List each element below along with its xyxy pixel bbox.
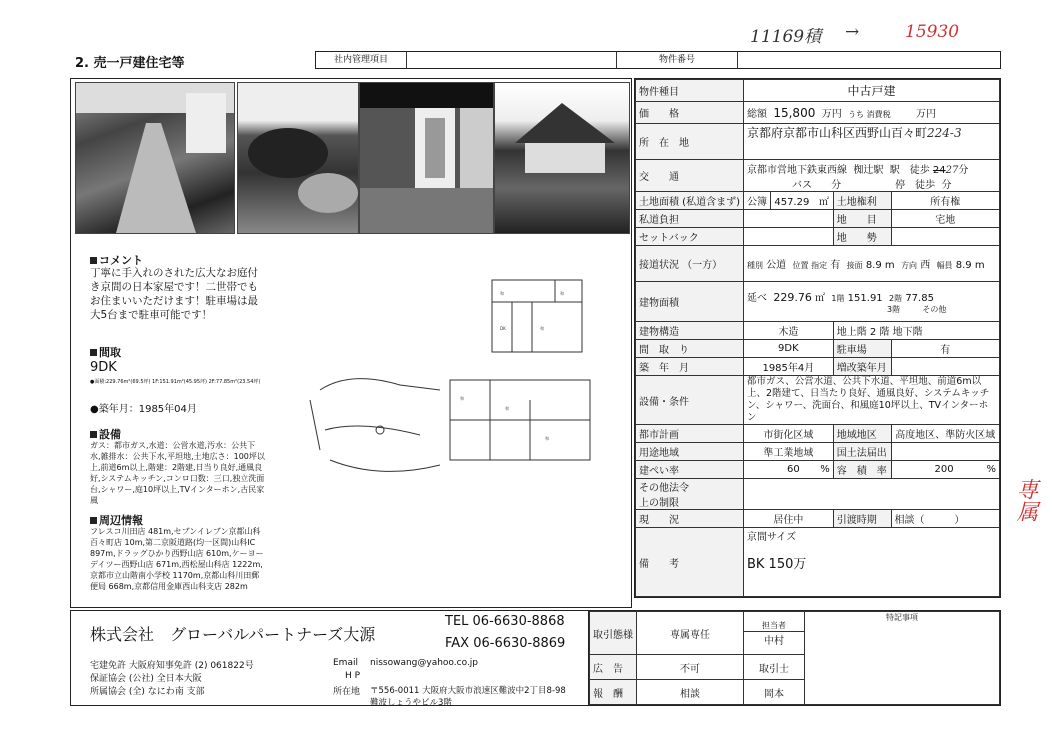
ad-label: 広 告	[590, 655, 637, 680]
remarks-1: 京間サイズ	[746, 532, 797, 543]
layout: 9DK	[743, 340, 833, 358]
private-road-label: 私道負担	[636, 210, 744, 228]
line-name: 京都市営地下鉄東西線	[746, 164, 847, 176]
price-row	[743, 102, 999, 124]
minutes-label: 分	[958, 164, 969, 176]
m-unit: m	[884, 260, 895, 271]
license: 宅建免許 大阪府知事免許 (2) 061822号	[90, 661, 254, 671]
handwritten-walk: 24	[932, 164, 946, 176]
above-floors: 2	[869, 327, 877, 338]
handover: 相談（ ）	[891, 510, 999, 528]
price-unit: 万円	[821, 109, 842, 120]
use-label: 用途地域	[636, 443, 744, 461]
handwritten-side: 専属	[1013, 478, 1038, 522]
handwritten-arrow: →	[845, 22, 860, 42]
transport-cell	[743, 160, 999, 192]
frontage-label: 幅員	[936, 261, 953, 270]
land-right-label: 土地権利	[833, 192, 891, 210]
road-label: 接道状況 （一方）	[636, 246, 744, 282]
property-no-label: 物件番号	[616, 52, 738, 68]
station-name: 椥辻駅	[853, 164, 884, 176]
status: 居住中	[743, 510, 833, 528]
svg-text:和: 和	[505, 406, 509, 411]
layout-heading: 間取	[90, 344, 121, 360]
far-label: 容 積 率	[833, 461, 891, 479]
bcr-cell	[743, 461, 833, 479]
remarks-2: BK 150万	[746, 557, 807, 572]
other-law-label: その他法令 上の制限	[636, 479, 744, 510]
section-title: 2. 売一戸建住宅等	[75, 56, 185, 71]
remarks-cell	[743, 528, 999, 597]
total-label: 総額	[746, 109, 767, 120]
facilities: 都市ガス、公営水道、公共下水道、平坦地、前道6m以上、2階建て、日当たり良好、通風良好、システムキッチン、シャワー、洗面台、和風庭10坪以上、TVインターホン	[743, 376, 999, 425]
price-label: 価 格	[636, 102, 744, 124]
equipment-heading: 設備	[90, 426, 121, 442]
parking: 有	[891, 340, 999, 358]
far-cell	[891, 461, 999, 479]
station-walk: 駅 徒歩	[889, 164, 930, 176]
remarks-label: 備 考	[636, 528, 744, 597]
svg-text:和: 和	[500, 291, 504, 296]
staff-cell	[744, 612, 805, 655]
floors-cell	[833, 322, 999, 340]
bldg-area-label: 建物面積	[636, 282, 744, 322]
far: 200	[934, 464, 954, 475]
built-date: 1985年4月	[743, 358, 833, 376]
svg-text:和: 和	[560, 291, 564, 296]
terms-label: 取引士	[744, 655, 805, 680]
address-building: 難波しょうやビル3階	[370, 698, 452, 708]
company-name: 株式会社 グローバルパートナーズ大源	[90, 625, 376, 644]
svg-text:和: 和	[540, 326, 544, 331]
equipment-text: ガス：都市ガス,水道：公営水道,汚水：公共下水,雑排水：公共下水,平坦地,土地広さ：100坪以上,前道6m以上,階建：2階建,日当り良好,通風良好,システムキッチン,コンロ口数：三口,独立洗面台,シャワー,庭10坪以上,TVインターホン,古民家風	[90, 441, 265, 505]
f1-area: 151.91	[847, 292, 883, 304]
parking-label: 駐車場	[833, 340, 891, 358]
f2-label: 2階	[889, 293, 903, 303]
bldg-area-cell	[743, 282, 999, 322]
road-pos-label: 位置 指定	[792, 261, 828, 270]
notes-cell	[805, 612, 1000, 705]
photo-interior	[359, 82, 494, 234]
extension-label: 増改築年月	[833, 358, 891, 376]
f3-label: 3階	[886, 304, 901, 314]
handover-label: 引渡時期	[833, 510, 891, 528]
photo-garden-path	[75, 82, 235, 234]
built-label: 築 年 月	[636, 358, 744, 376]
f2-area: 77.85	[905, 292, 934, 304]
svg-text:和: 和	[460, 396, 464, 401]
handwritten-number: 15930	[905, 22, 960, 42]
email[interactable]: nissowang@yahoo.co.jp	[370, 658, 479, 668]
tax-label: うち 消費税	[848, 110, 891, 119]
land-category: 宅地	[891, 210, 999, 228]
deal-mode: 専属専任	[637, 612, 744, 655]
land-cat-label: 地 目	[833, 210, 891, 228]
deal-mode-label: 取引態様	[590, 612, 637, 655]
built-year: ●築年月：1985年04月	[90, 404, 197, 415]
terms-person: 岡本	[744, 680, 805, 705]
handwritten-walk2: 27	[945, 164, 959, 176]
ad-value: 不可	[637, 655, 744, 680]
property-info-table	[634, 78, 1001, 598]
staff: 中村	[764, 635, 784, 647]
dir-label: 方向	[901, 261, 918, 270]
land-area-label: 土地面積 (私道含まず)	[636, 192, 744, 210]
area-detail: ●面積:229.76m²(69.5坪) 1F:151.91m²(45.95坪) 2F:77.85m²(23.54坪)	[90, 379, 261, 385]
district: 高度地区、準防火区域	[891, 425, 999, 443]
direction: 西	[920, 260, 931, 271]
pct-unit: %	[820, 464, 830, 475]
property-type: 中古戸建	[743, 80, 999, 102]
stop-label: 停 徒歩	[895, 179, 936, 191]
bcr-label: 建ぺい率	[636, 461, 744, 479]
structure-label: 建物構造	[636, 322, 744, 340]
land-area: 457.29	[774, 197, 810, 208]
svg-text:和: 和	[545, 436, 549, 441]
road-width: 8.9	[865, 260, 882, 271]
address-label: 所在地	[333, 687, 361, 697]
setback-label: セットバック	[636, 228, 744, 246]
frontage: 8.9	[955, 260, 972, 271]
floor-total: 229.76	[773, 290, 812, 304]
road-type: 公道	[766, 260, 787, 271]
land-area-cell	[771, 192, 833, 210]
kai-unit: 階	[879, 327, 890, 338]
other-floor-label: その他	[922, 304, 947, 314]
district-label: 地域地区	[833, 425, 891, 443]
floor-total-label: 延べ	[746, 292, 767, 304]
handwritten-note: 11169積	[750, 27, 822, 47]
road-cell	[743, 246, 999, 282]
road-pos: 有	[830, 260, 841, 271]
photo-garden	[237, 82, 359, 234]
land-public: 公簿	[743, 192, 770, 210]
notes-label: 特記事項	[886, 613, 918, 622]
fee: 相談	[637, 680, 744, 705]
fee-label: 報 酬	[590, 680, 637, 705]
bus-unit: 分	[831, 179, 842, 191]
svg-text:DK: DK	[500, 326, 506, 331]
email-label: Email	[333, 658, 358, 668]
price-value: 15,800	[773, 106, 816, 120]
status-label: 現 況	[636, 510, 744, 528]
photo-house-exterior	[494, 82, 630, 234]
guarantee: 保証協会 (公社) 全日本大阪	[90, 674, 202, 684]
comment-heading: コメント	[90, 252, 143, 268]
internal-mgmt-label: 社内管理項目	[316, 52, 407, 68]
floor-plan-drawing	[290, 250, 625, 550]
handwritten-address: 224-3	[927, 126, 962, 140]
road-type-label: 種別	[746, 261, 763, 270]
bcr: 60	[786, 464, 800, 475]
tax-unit: 万円	[916, 109, 937, 120]
comment-text: 丁寧に手入れのされた広大なお庭付き京間の日本家屋です！二世帯でもお住まいいただけます！駐車場は最大5台まで駐車可能です！	[90, 267, 258, 321]
company-fax: FAX 06-6630-8869	[445, 636, 566, 651]
location-value: 京都府京都市山科区西野山百々町	[746, 126, 927, 140]
transport-label: 交 通	[636, 160, 744, 192]
address: 〒556-0011 大阪府大阪市浪速区難波中2丁目8-98	[370, 686, 566, 696]
type-label: 物件種目	[636, 80, 744, 102]
layout-value: 9DK	[90, 360, 117, 375]
above-label: 地上階	[836, 327, 867, 338]
structure: 木造	[743, 322, 833, 340]
staff-label: 担当者	[744, 620, 804, 632]
road-width-label: 接面	[846, 261, 863, 270]
national-label: 国土法届出	[833, 443, 891, 461]
association: 所属協会 (全) なにわ南 支部	[90, 687, 205, 697]
sqm-unit: ㎡	[818, 197, 829, 208]
city-plan-label: 都市計画	[636, 425, 744, 443]
surroundings-heading: 周辺情報	[90, 512, 143, 528]
city-plan: 市街化区域	[743, 425, 833, 443]
below-label: 地下階	[892, 327, 923, 338]
sqm-unit: ㎡	[815, 292, 826, 304]
use-zone: 準工業地域	[743, 443, 833, 461]
location-cell	[743, 124, 999, 160]
header-bar	[315, 51, 1001, 69]
location-label: 所 在 地	[636, 124, 744, 160]
terrain-label: 地 勢	[833, 228, 891, 246]
f1-label: 1階	[831, 293, 845, 303]
m-unit: m	[974, 260, 985, 271]
stop-unit: 分	[941, 179, 952, 191]
layout-label: 間 取 り	[636, 340, 744, 358]
pct-unit: %	[986, 464, 996, 475]
surroundings-text: フレスコ川田店 481m,セブンイレブン京都山科百々町店 10m,第二京阪道路(均一区間)山科IC 897m,ドラッグひかり西野山店 610m,ケーヨーデイツー西野山店 671m,西松屋山科店 1222m,京都市立山階南小学校 1170m,京都山科川田郵便局 668m,京都信用金庫西山科支店 282m	[90, 527, 264, 591]
company-tel: TEL 06-6630-8868	[445, 614, 565, 629]
hp-label: H P	[345, 671, 361, 681]
bus-label: バス	[791, 179, 812, 191]
facilities-label: 設備・条件	[636, 376, 744, 425]
land-right: 所有権	[891, 192, 999, 210]
deal-table	[588, 610, 1001, 706]
